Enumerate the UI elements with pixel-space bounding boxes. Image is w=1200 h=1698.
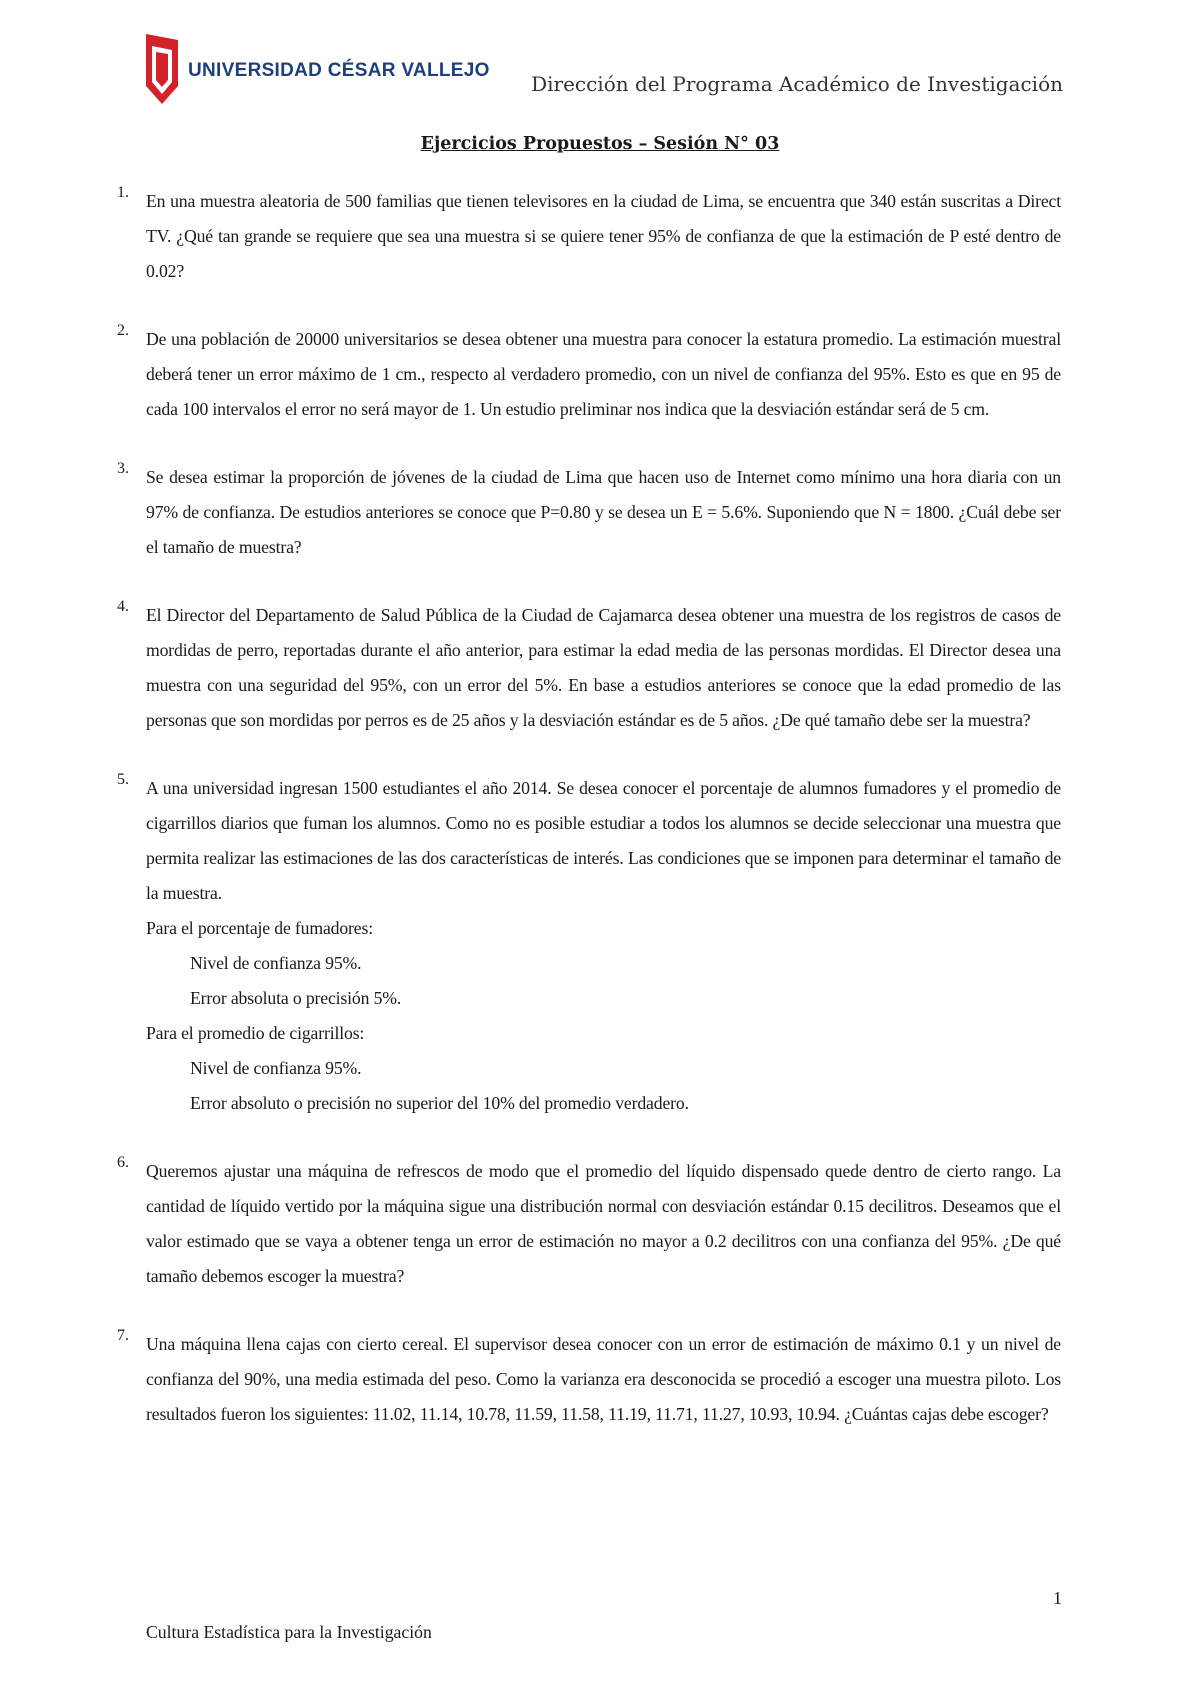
exercise-5 [117, 771, 1061, 1121]
exercise-7 [117, 1327, 1061, 1432]
ucv-shield-icon [144, 34, 180, 104]
footer-text: Cultura Estadística para la Investigación [146, 1622, 432, 1642]
exercise-number: 5. [117, 771, 129, 788]
exercise-3 [117, 460, 1061, 565]
program-header: Dirección del Programa Académico de Investigación [531, 72, 1063, 96]
university-logo [144, 34, 490, 104]
exercise-number: 2. [117, 322, 129, 339]
fumadores-heading: Para el porcentaje de fumadores: [146, 918, 373, 938]
logo-text: UNIVERSIDAD CÉSAR VALLEJO [188, 60, 490, 81]
exercise-text: El Director del Departamento de Salud Pública de la Ciudad de Cajamarca desea obtener una muestra de los registros de casos de mordidas de perro, reportadas durante el año anterior, para estimar la edad media de las personas mordidas. El Director desea una muestra con una seguridad del 95%, con un error del 5%. En base a estudios anteriores se conoce que la edad promedio de las personas que son mordidas por perros es de 25 años y la desviación estándar es de 5 años. ¿De qué tamaño debe ser la muestra? [146, 605, 1061, 730]
exercise-4 [117, 598, 1061, 738]
page-title: Ejercicios Propuestos – Sesión N° 03 [420, 134, 780, 154]
fumadores-error: Error absoluta o precisión 5%. [190, 988, 402, 1008]
exercise-text: A una universidad ingresan 1500 estudiantes el año 2014. Se desea conocer el porcentaje de alumnos fumadores y el promedio de cigarrillos diarios que fuman los alumnos. Como no es posible estudiar a todos los alumnos se decide seleccionar una muestra que permita realizar las estimaciones de las dos características de interés. Las condiciones que se imponen para determinar el tamaño de la muestra. [146, 778, 1061, 903]
exercise-text: Una máquina llena cajas con cierto cereal. El supervisor desea conocer con un error de estimación de máximo 0.1 y un nivel de confianza del 90%, una media estimada del peso. Como la varianza era desconocida se procedió a escoger una muestra piloto. Los resultados fueron los siguientes: 11.02, 11.14, 10.78, 11.59, 11.58, 11.19, 11.71, 11.27, 10.93, 10.94. ¿Cuántas cajas debe escoger? [146, 1334, 1061, 1424]
cigarrillos-error: Error absoluto o precisión no superior del 10% del promedio verdadero. [190, 1093, 689, 1113]
cigarrillos-heading: Para el promedio de cigarrillos: [146, 1023, 365, 1043]
exercise-6 [117, 1154, 1061, 1294]
exercise-list [117, 184, 1061, 1465]
cigarrillos-confidence: Nivel de confianza 95%. [190, 1058, 362, 1078]
exercise-text: En una muestra aleatoria de 500 familias que tienen televisores en la ciudad de Lima, se encuentra que 340 están suscritas a Direct TV. ¿Qué tan grande se requiere que sea una muestra si se quiere tener 95% de confianza de que la estimación de P esté dentro de 0.02? [146, 191, 1061, 281]
exercise-number: 3. [117, 460, 129, 477]
exercise-text: Se desea estimar la proporción de jóvenes de la ciudad de Lima que hacen uso de Internet como mínimo una hora diaria con un 97% de confianza. De estudios anteriores se conoce que P=0.80 y se desea un E = 5.6%. Suponiendo que N = 1800. ¿Cuál debe ser el tamaño de muestra? [146, 467, 1061, 557]
exercise-1 [117, 184, 1061, 289]
exercise-text: Queremos ajustar una máquina de refrescos de modo que el promedio del líquido dispensado quede dentro de cierto rango. La cantidad de líquido vertido por la máquina sigue una distribución normal con desviación estándar 0.15 decilitros. Deseamos que el valor estimado que se vaya a obtener tenga un error de estimación no mayor a 0.2 decilitros con una confianza del 95%. ¿De qué tamaño debemos escoger la muestra? [146, 1161, 1061, 1286]
exercise-number: 7. [117, 1327, 129, 1344]
fumadores-confidence: Nivel de confianza 95%. [190, 953, 362, 973]
exercise-text: De una población de 20000 universitarios se desea obtener una muestra para conocer la estatura promedio. La estimación muestral deberá tener un error máximo de 1 cm., respecto al verdadero promedio, con un nivel de confianza del 95%. Esto es que en 95 de cada 100 intervalos el error no será mayor de 1. Un estudio preliminar nos indica que la desviación estándar será de 5 cm. [146, 329, 1061, 419]
exercise-2 [117, 322, 1061, 427]
exercise-number: 4. [117, 598, 129, 615]
exercise-number: 1. [117, 184, 129, 201]
exercise-number: 6. [117, 1154, 129, 1171]
page-number: 1 [1053, 1588, 1062, 1608]
